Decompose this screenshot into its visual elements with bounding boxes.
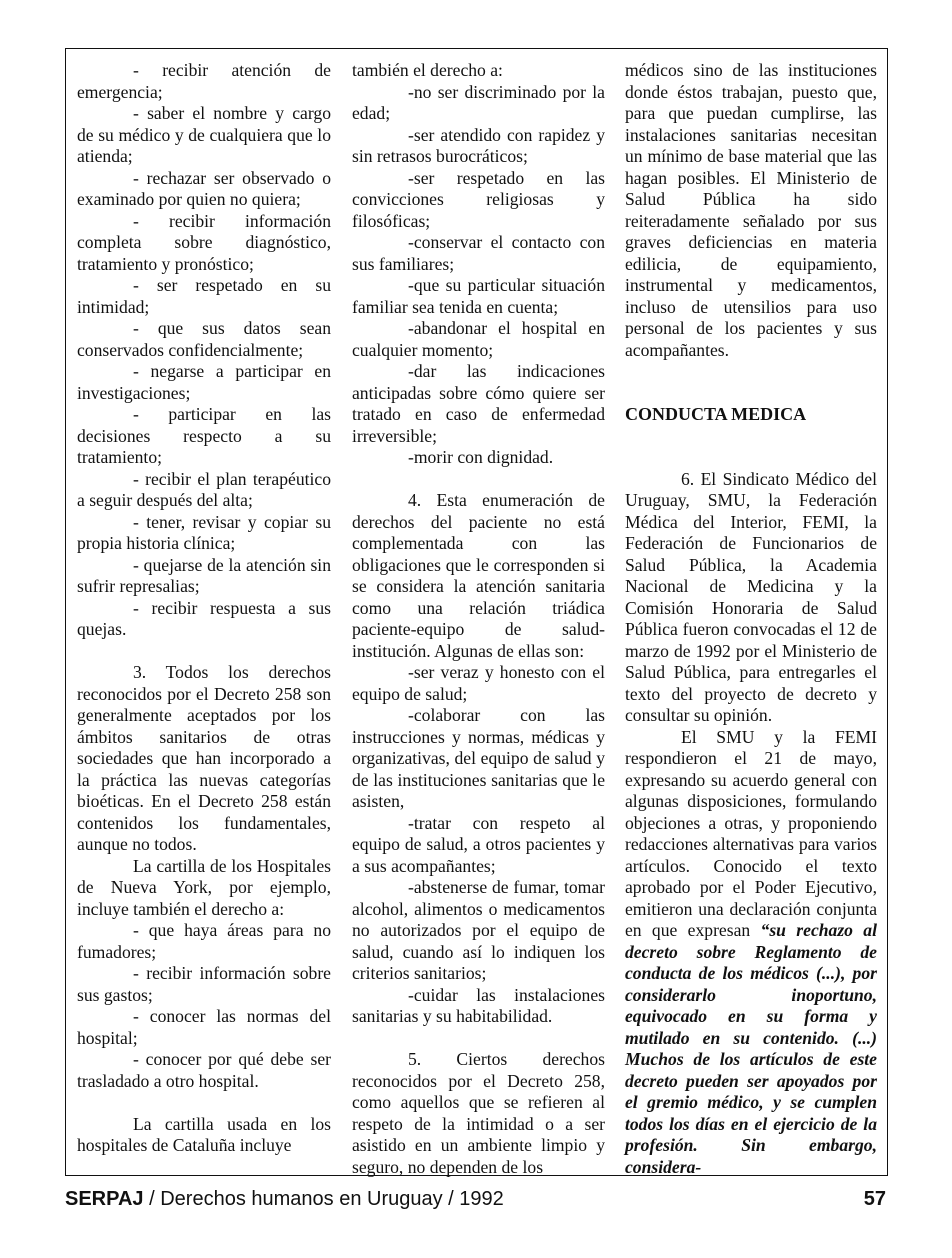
list-item: - saber el nombre y cargo de su médico y de cualquiera que lo atienda; [77,103,331,166]
list-item: -tratar con respeto al equipo de salud, a otros pacientes y a sus acompañantes; [352,812,605,876]
footer-org: SERPAJ [65,1188,144,1210]
list-item: - que haya áreas para no fumadores; [77,920,331,962]
list-item: - ser respetado en su intimidad; [77,275,331,317]
spacer [625,447,877,469]
list-item: -ser atendido con rapidez y sin retrasos burocráticos; [352,124,605,166]
section-heading: CONDUCTA MEDICA [625,404,807,424]
paragraph-text: El SMU y la FEMI respondieron el 21 de mayo, expresando su acuerdo general con algunas disposiciones, formulando objeciones a otras, y proponiendo redacciones alternativas para varios artículos. Conocido el texto aprobado por el Poder Ejecutivo, emitieron una declaración conjunta en que expresan [625,726,877,940]
list-item: -abstenerse de fumar, tomar alcohol, alimentos o medicamentos no autorizados por el equipo de salud, cuando así lo indiquen los criterios sanitarios; [352,877,605,983]
list-item: - conocer por qué debe ser trasladado a otro hospital. [77,1049,331,1091]
list-item: - recibir información completa sobre diagnóstico, tratamiento y pronóstico; [77,210,331,274]
list-item: - negarse a participar en investigaciones; [77,361,331,403]
list-item: - recibir respuesta a sus quejas. [77,597,331,639]
paragraph: también el derecho a: [352,60,503,80]
list-item: -cuidar las instalaciones sanitarias y su habitabilidad. [352,984,605,1026]
list-item: - que sus datos sean conservados confidencialmente; [77,318,331,360]
column-2 [352,60,605,1178]
paragraph: 5. Ciertos derechos reconocidos por el Decreto 258, como aquellos que se refieren al respeto de la intimidad o a ser asistido en un ambiente limpio y seguro, no dependen de los [352,1049,605,1177]
list-item: - conocer las normas del hospital; [77,1006,331,1048]
list-item: -conservar el contacto con sus familiares; [352,232,605,274]
paragraph: La cartilla de los Hospitales de Nueva York, por ejemplo, incluye también el derecho a: [77,855,331,919]
list-item: -ser veraz y honesto con el equipo de salud; [352,662,605,704]
list-item: -no ser discriminado por la edad; [352,81,605,123]
paragraph: médicos sino de las instituciones donde éstos trabajan, puesto que, para que puedan cumplirse, las instalaciones sanitarias necesitan un mínimo de base material que las hagan posibles. El Ministerio de Salud Pública ha sido reiteradamente señalado por sus graves deficiencias en materia edilicia, de equipamiento, instrumental y medicamentos, incluso de utensilios para uso personal de los pacientes y sus acompañantes. [625,60,877,360]
footer-title [65,1188,504,1211]
list-item: -dar las indicaciones anticipadas sobre cómo quiere ser tratado en caso de enfermedad irreversible; [352,361,605,446]
quoted-declaration: “su rechazo al decreto sobre Reglamento de conducta de los médicos (...), por considerarlo inoportuno, equivocado en su forma y mutilado en su contenido. (...) Muchos de los artículos de este decreto pueden ser apoyados por el gremio médico, y se cumplen todos los días en el ejercicio de la profesión. Sin embargo, considera- [625,920,877,1177]
spacer [625,383,877,405]
column-1 [77,60,331,1157]
list-item: - quejarse de la atención sin sufrir represalias; [77,554,331,596]
spacer [625,361,877,383]
list-item: -que su particular situación familiar sea tenida en cuenta; [352,275,605,317]
paragraph: La cartilla usada en los hospitales de Cataluña incluye [77,1113,331,1155]
paragraph: 6. El Sindicato Médico del Uruguay, SMU, la Federación Médica del Interior, FEMI, la Federación de Funcionarios de Salud Pública, la Academia Nacional de Medicina y la Comisión Honoraria de Salud Pública fueron convocadas el 12 de marzo de 1992 por el Ministerio de Salud Pública, para entregarles el texto del proyecto de decreto y consultar su opinión. [625,468,877,725]
list-item: -abandonar el hospital en cualquier momento; [352,318,605,360]
list-item: - tener, revisar y copiar su propia historia clínica; [77,511,331,553]
list-item: - recibir información sobre sus gastos; [77,963,331,1005]
page-footer [65,1188,888,1212]
page-number: 57 [863,1188,886,1210]
paragraph: 4. Esta enumeración de derechos del paciente no está complementada con las obligaciones que le corresponden si se considera la atención sanitaria como una relación triádica paciente-equipo de salud-institución. Algunas de ellas son: [352,490,605,661]
paragraph [625,727,877,1179]
spacer [625,426,877,448]
paragraph: 3. Todos los derechos reconocidos por el Decreto 258 son generalmente aceptados por los ámbitos sanitarios de otras sociedades que han incorporado a la práctica las nuevas categorías bioéticas. En el Decreto 258 están contenidos los fundamentales, aunque no todos. [77,662,331,854]
list-item: -morir con dignidad. [408,447,554,467]
list-item: - rechazar ser observado o examinado por quien no quiera; [77,167,331,209]
column-3 [625,60,877,1178]
list-item: -colaborar con las instrucciones y normas, médicas y organizativas, del equipo de salud y de las instituciones sanitarias que le asisten, [352,705,605,811]
list-item: - recibir atención de emergencia; [77,60,331,102]
list-item: - participar en las decisiones respecto a su tratamiento; [77,404,331,467]
list-item: -ser respetado en las convicciones religiosas y filosóficas; [352,167,605,231]
list-item: - recibir el plan terapéutico a seguir después del alta; [77,468,331,510]
footer-publication: / Derechos humanos en Uruguay / 1992 [143,1188,504,1210]
